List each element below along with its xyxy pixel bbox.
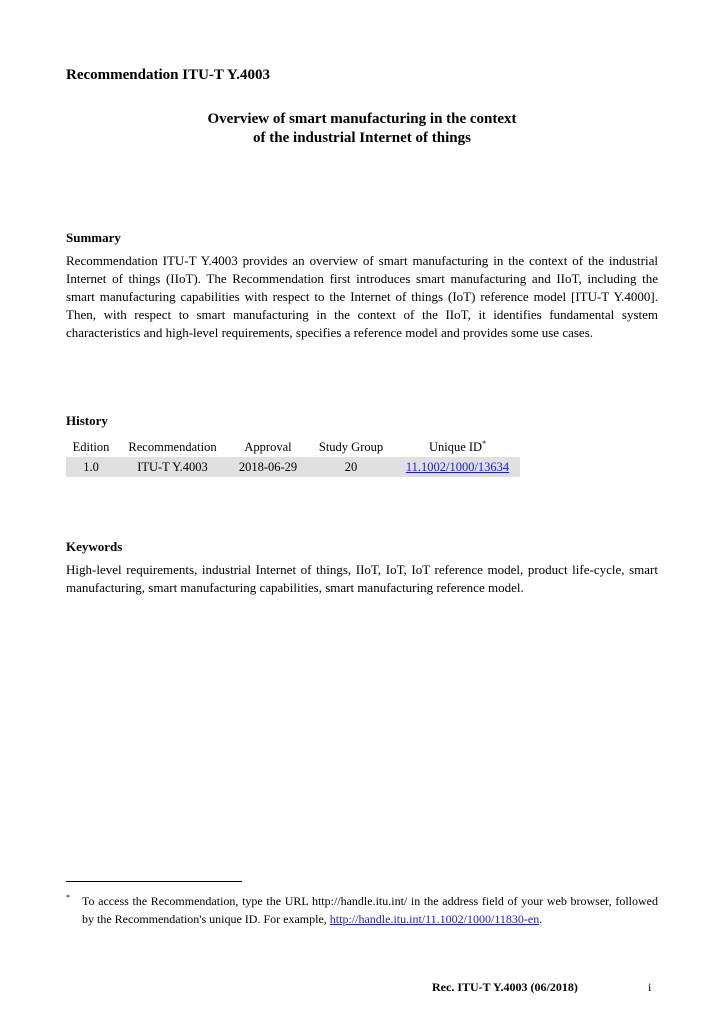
document-title — [0, 110, 724, 148]
recommendation-title: Recommendation ITU-T Y.4003 — [66, 67, 271, 83]
footnote-mark: * — [66, 893, 70, 902]
document-title-line-1: Overview of smart manufacturing in the context — [207, 111, 517, 127]
keywords-heading: Keywords — [66, 539, 123, 554]
document-title-line-2: of the industrial Internet of things — [253, 130, 471, 146]
col-unique-id-label: Unique ID — [428, 440, 483, 455]
cell-approval: 2018-06-29 — [238, 459, 298, 474]
unique-id-link[interactable]: 11.1002/1000/13634 — [405, 459, 510, 474]
table-row — [66, 457, 520, 477]
cell-edition: 1.0 — [83, 459, 99, 474]
footnote-reference-mark: * — [482, 438, 487, 448]
col-edition: Edition — [72, 439, 110, 454]
col-approval: Approval — [244, 439, 292, 454]
page-number: i — [648, 980, 652, 994]
footnote-text-end: . — [539, 912, 543, 926]
footnote-separator — [66, 881, 242, 882]
summary-heading: Summary — [66, 230, 121, 245]
page-footer-label: Rec. ITU-T Y.4003 (06/2018) — [432, 980, 578, 994]
keywords-text: High-level requirements, industrial Internet of things, IIoT, IoT, IoT reference model, product life-cycle, smart manufacturing, smart manufacturing capabilities, smart manufacturing reference model. — [66, 562, 658, 595]
col-unique-id — [395, 437, 520, 457]
footnote — [66, 892, 658, 928]
history-heading: History — [66, 413, 108, 428]
col-recommendation: Recommendation — [128, 439, 217, 454]
history-table-header-row — [66, 437, 520, 457]
cell-study-group: 20 — [344, 459, 358, 474]
summary-text: Recommendation ITU-T Y.4003 provides an overview of smart manufacturing in the context of the industrial Internet of things (IIoT). The Recommendation first introduces smart manufacturing and IIoT, including the smart manufacturing capabilities with respect to the Internet of things (IoT) reference model [ITU-T Y.4000]. Then, with respect to smart manufacturing in the context of the IIoT, it identifies fundamental system characteristics and high-level requirements, specifies a reference model and provides some use cases. — [66, 253, 658, 340]
col-study-group: Study Group — [318, 439, 384, 454]
cell-recommendation: ITU-T Y.4003 — [137, 459, 208, 474]
footnote-text: To access the Recommendation, type the URL http://handle.itu.int/ in the address field of your web browser, followed by the Recommendation's unique ID. For example, — [82, 894, 658, 926]
footnote-body — [82, 892, 658, 928]
cell-unique-id — [395, 457, 520, 477]
footnote-example-link[interactable]: http://handle.itu.int/11.1002/1000/11830-en — [329, 912, 540, 926]
history-table — [66, 437, 520, 477]
